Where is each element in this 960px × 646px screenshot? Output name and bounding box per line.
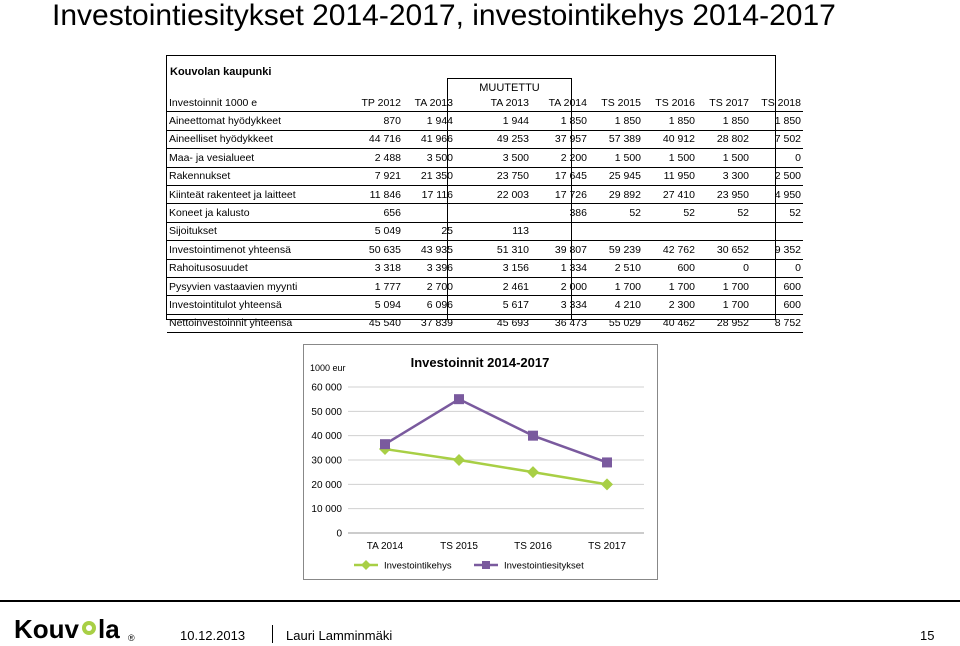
table-row [167, 204, 803, 222]
legend-marker [482, 561, 490, 569]
table-cell: 45 693 [455, 314, 531, 332]
series-line-0 [385, 449, 607, 484]
table-cell: 11 950 [643, 167, 697, 185]
table-cell: 57 389 [589, 130, 643, 148]
row-label: Maa- ja vesialueet [167, 149, 349, 167]
row-label: Sijoitukset [167, 222, 349, 240]
page-number: 15 [920, 628, 935, 643]
y-tick-label: 10 000 [311, 504, 342, 516]
x-tick-label: TA 2014 [366, 541, 404, 552]
table-cell: 4 950 [751, 185, 803, 203]
row-label: Koneet ja kalusto [167, 204, 349, 222]
table-cell [751, 222, 803, 240]
table-cell: 0 [751, 259, 803, 277]
table-cell: 2 461 [455, 277, 531, 295]
legend-marker [361, 560, 371, 570]
y-tick-label: 0 [336, 528, 342, 540]
table-cell: 23 950 [697, 185, 751, 203]
table-cell: 42 762 [643, 241, 697, 259]
table-cell: 1 850 [531, 112, 589, 130]
y-tick-label: 20 000 [311, 479, 342, 491]
row-label: Investointimenot yhteensä [167, 241, 349, 259]
table-cell: 23 750 [455, 167, 531, 185]
table-cell: 3 500 [403, 149, 455, 167]
table-row [167, 149, 803, 167]
y-tick-label: 40 000 [311, 431, 342, 443]
table-cell: 1 700 [643, 277, 697, 295]
table-cell: 5 617 [455, 296, 531, 314]
x-tick-label: TS 2016 [514, 541, 552, 552]
table-cell: 3 334 [531, 296, 589, 314]
table-cell: 22 003 [455, 185, 531, 203]
table-cell: 37 957 [531, 130, 589, 148]
table-cell: 870 [349, 112, 403, 130]
table-cell [455, 204, 531, 222]
table-cell: 45 540 [349, 314, 403, 332]
muutettu-label: MUUTETTU [479, 82, 540, 94]
table-cell: 8 752 [751, 314, 803, 332]
chart-title: Investoinnit 2014-2017 [410, 355, 550, 370]
table-cell: 40 462 [643, 314, 697, 332]
data-point [454, 394, 464, 404]
header-cell: TS 2018 [751, 94, 803, 112]
table-row [167, 112, 803, 130]
legend-label: Investointiesitykset [504, 560, 584, 572]
table-cell: 30 652 [697, 241, 751, 259]
table-cell: 49 253 [455, 130, 531, 148]
data-point [528, 431, 538, 441]
table-cell: 17 726 [531, 185, 589, 203]
table-cell: 11 846 [349, 185, 403, 203]
table-cell: 25 [403, 222, 455, 240]
header-cell: TS 2016 [643, 94, 697, 112]
table-cell: 4 210 [589, 296, 643, 314]
table-cell: 1 500 [643, 149, 697, 167]
table-cell: 52 [697, 204, 751, 222]
table-cell: 3 396 [403, 259, 455, 277]
table-cell: 2 300 [643, 296, 697, 314]
row-label: Aineettomat hyödykkeet [167, 112, 349, 130]
y-tick-label: 30 000 [311, 455, 342, 467]
chart-unit-label: 1000 eur [310, 363, 346, 373]
table-cell [697, 222, 751, 240]
table-cell: 3 318 [349, 259, 403, 277]
table-row [167, 130, 803, 148]
data-point [602, 457, 612, 467]
table-cell: 1 334 [531, 259, 589, 277]
data-point [453, 454, 465, 466]
row-label: Investointitulot yhteensä [167, 296, 349, 314]
table-cell: 6 096 [403, 296, 455, 314]
legend-label: Investointikehys [384, 560, 452, 572]
header-cell: Investoinnit 1000 e [167, 94, 349, 112]
table-cell: 5 094 [349, 296, 403, 314]
row-label: Pysyvien vastaavien myynti [167, 277, 349, 295]
table-row [167, 185, 803, 203]
table-cell: 0 [697, 259, 751, 277]
table-row [167, 259, 803, 277]
page-title: Investointiesitykset 2014-2017, investointikehys 2014-2017 [52, 0, 836, 32]
data-point [601, 478, 613, 490]
header-cell: TP 2012 [349, 94, 403, 112]
table-cell: 21 350 [403, 167, 455, 185]
table-cell [589, 222, 643, 240]
table-cell: 43 935 [403, 241, 455, 259]
table-cell: 2 700 [403, 277, 455, 295]
y-tick-label: 60 000 [311, 382, 342, 394]
y-tick-label: 50 000 [311, 406, 342, 418]
table-cell: 3 300 [697, 167, 751, 185]
table-cell: 55 029 [589, 314, 643, 332]
table-cell: 44 716 [349, 130, 403, 148]
table-row [167, 167, 803, 185]
kouvola-logo [14, 614, 144, 644]
table-cell [643, 222, 697, 240]
row-label: Nettoinvestoinnit yhteensä [167, 314, 349, 332]
svg-text:Kouv: Kouv [14, 614, 79, 644]
footer-author: Lauri Lamminmäki [286, 628, 393, 643]
table-cell: 36 473 [531, 314, 589, 332]
table-cell: 113 [455, 222, 531, 240]
header-cell: TA 2013 [455, 94, 531, 112]
table-cell: 3 500 [455, 149, 531, 167]
table-cell [531, 222, 589, 240]
table-row [167, 314, 803, 332]
table-cell: 52 [643, 204, 697, 222]
table-cell: 27 410 [643, 185, 697, 203]
table-cell: 52 [589, 204, 643, 222]
header-cell: TA 2014 [531, 94, 589, 112]
table-cell: 41 966 [403, 130, 455, 148]
table-cell: 656 [349, 204, 403, 222]
table-row [167, 277, 803, 295]
table-cell: 1 850 [589, 112, 643, 130]
table-cell: 1 850 [751, 112, 803, 130]
table-cell: 52 [751, 204, 803, 222]
svg-text:®: ® [128, 633, 135, 643]
table-cell: 7 502 [751, 130, 803, 148]
footer-divider [0, 600, 960, 602]
table-cell: 59 239 [589, 241, 643, 259]
table-cell: 29 892 [589, 185, 643, 203]
chart-frame [303, 344, 658, 580]
table-cell: 3 156 [455, 259, 531, 277]
table-cell: 600 [643, 259, 697, 277]
header-cell: TA 2013 [403, 94, 455, 112]
table-cell: 2 488 [349, 149, 403, 167]
investment-table [167, 94, 803, 333]
table-cell: 40 912 [643, 130, 697, 148]
table-row [167, 222, 803, 240]
table-cell: 5 049 [349, 222, 403, 240]
table-row [167, 296, 803, 314]
row-label: Aineelliset hyödykkeet [167, 130, 349, 148]
row-label: Rahoitusosuudet [167, 259, 349, 277]
table-cell: 1 944 [403, 112, 455, 130]
table-cell: 1 850 [643, 112, 697, 130]
data-point [380, 439, 390, 449]
footer-separator [272, 625, 273, 643]
x-tick-label: TS 2015 [440, 541, 478, 552]
table-cell: 28 802 [697, 130, 751, 148]
table-cell: 2 500 [751, 167, 803, 185]
table-cell: 1 944 [455, 112, 531, 130]
table-row [167, 241, 803, 259]
table-cell: 1 700 [697, 296, 751, 314]
table-cell: 1 850 [697, 112, 751, 130]
table-cell: 1 700 [697, 277, 751, 295]
table-cell: 17 645 [531, 167, 589, 185]
table-cell [403, 204, 455, 222]
table-cell: 0 [751, 149, 803, 167]
table-cell: 600 [751, 296, 803, 314]
table-cell: 1 700 [589, 277, 643, 295]
table-cell: 600 [751, 277, 803, 295]
table-cell: 7 921 [349, 167, 403, 185]
table-cell: 51 310 [455, 241, 531, 259]
row-label: Rakennukset [167, 167, 349, 185]
table-cell: 386 [531, 204, 589, 222]
table-cell: 2 200 [531, 149, 589, 167]
x-tick-label: TS 2017 [588, 541, 626, 552]
table-cell: 25 945 [589, 167, 643, 185]
table-cell: 17 116 [403, 185, 455, 203]
table-cell: 2 000 [531, 277, 589, 295]
table-cell: 1 777 [349, 277, 403, 295]
table-cell: 9 352 [751, 241, 803, 259]
table-cell: 1 500 [697, 149, 751, 167]
table-cell: 37 839 [403, 314, 455, 332]
investment-line-chart [304, 345, 657, 579]
table-cell: 2 510 [589, 259, 643, 277]
table-cell: 39 807 [531, 241, 589, 259]
table-cell: 28 952 [697, 314, 751, 332]
row-label: Kiinteät rakenteet ja laitteet [167, 185, 349, 203]
svg-text:la: la [98, 614, 120, 644]
header-cell: TS 2015 [589, 94, 643, 112]
header-cell: TS 2017 [697, 94, 751, 112]
table-cell: 50 635 [349, 241, 403, 259]
data-point [527, 466, 539, 478]
organization-name: Kouvolan kaupunki [170, 66, 272, 78]
footer-date: 10.12.2013 [180, 628, 246, 643]
table-cell: 1 500 [589, 149, 643, 167]
table-header-row [167, 94, 803, 112]
